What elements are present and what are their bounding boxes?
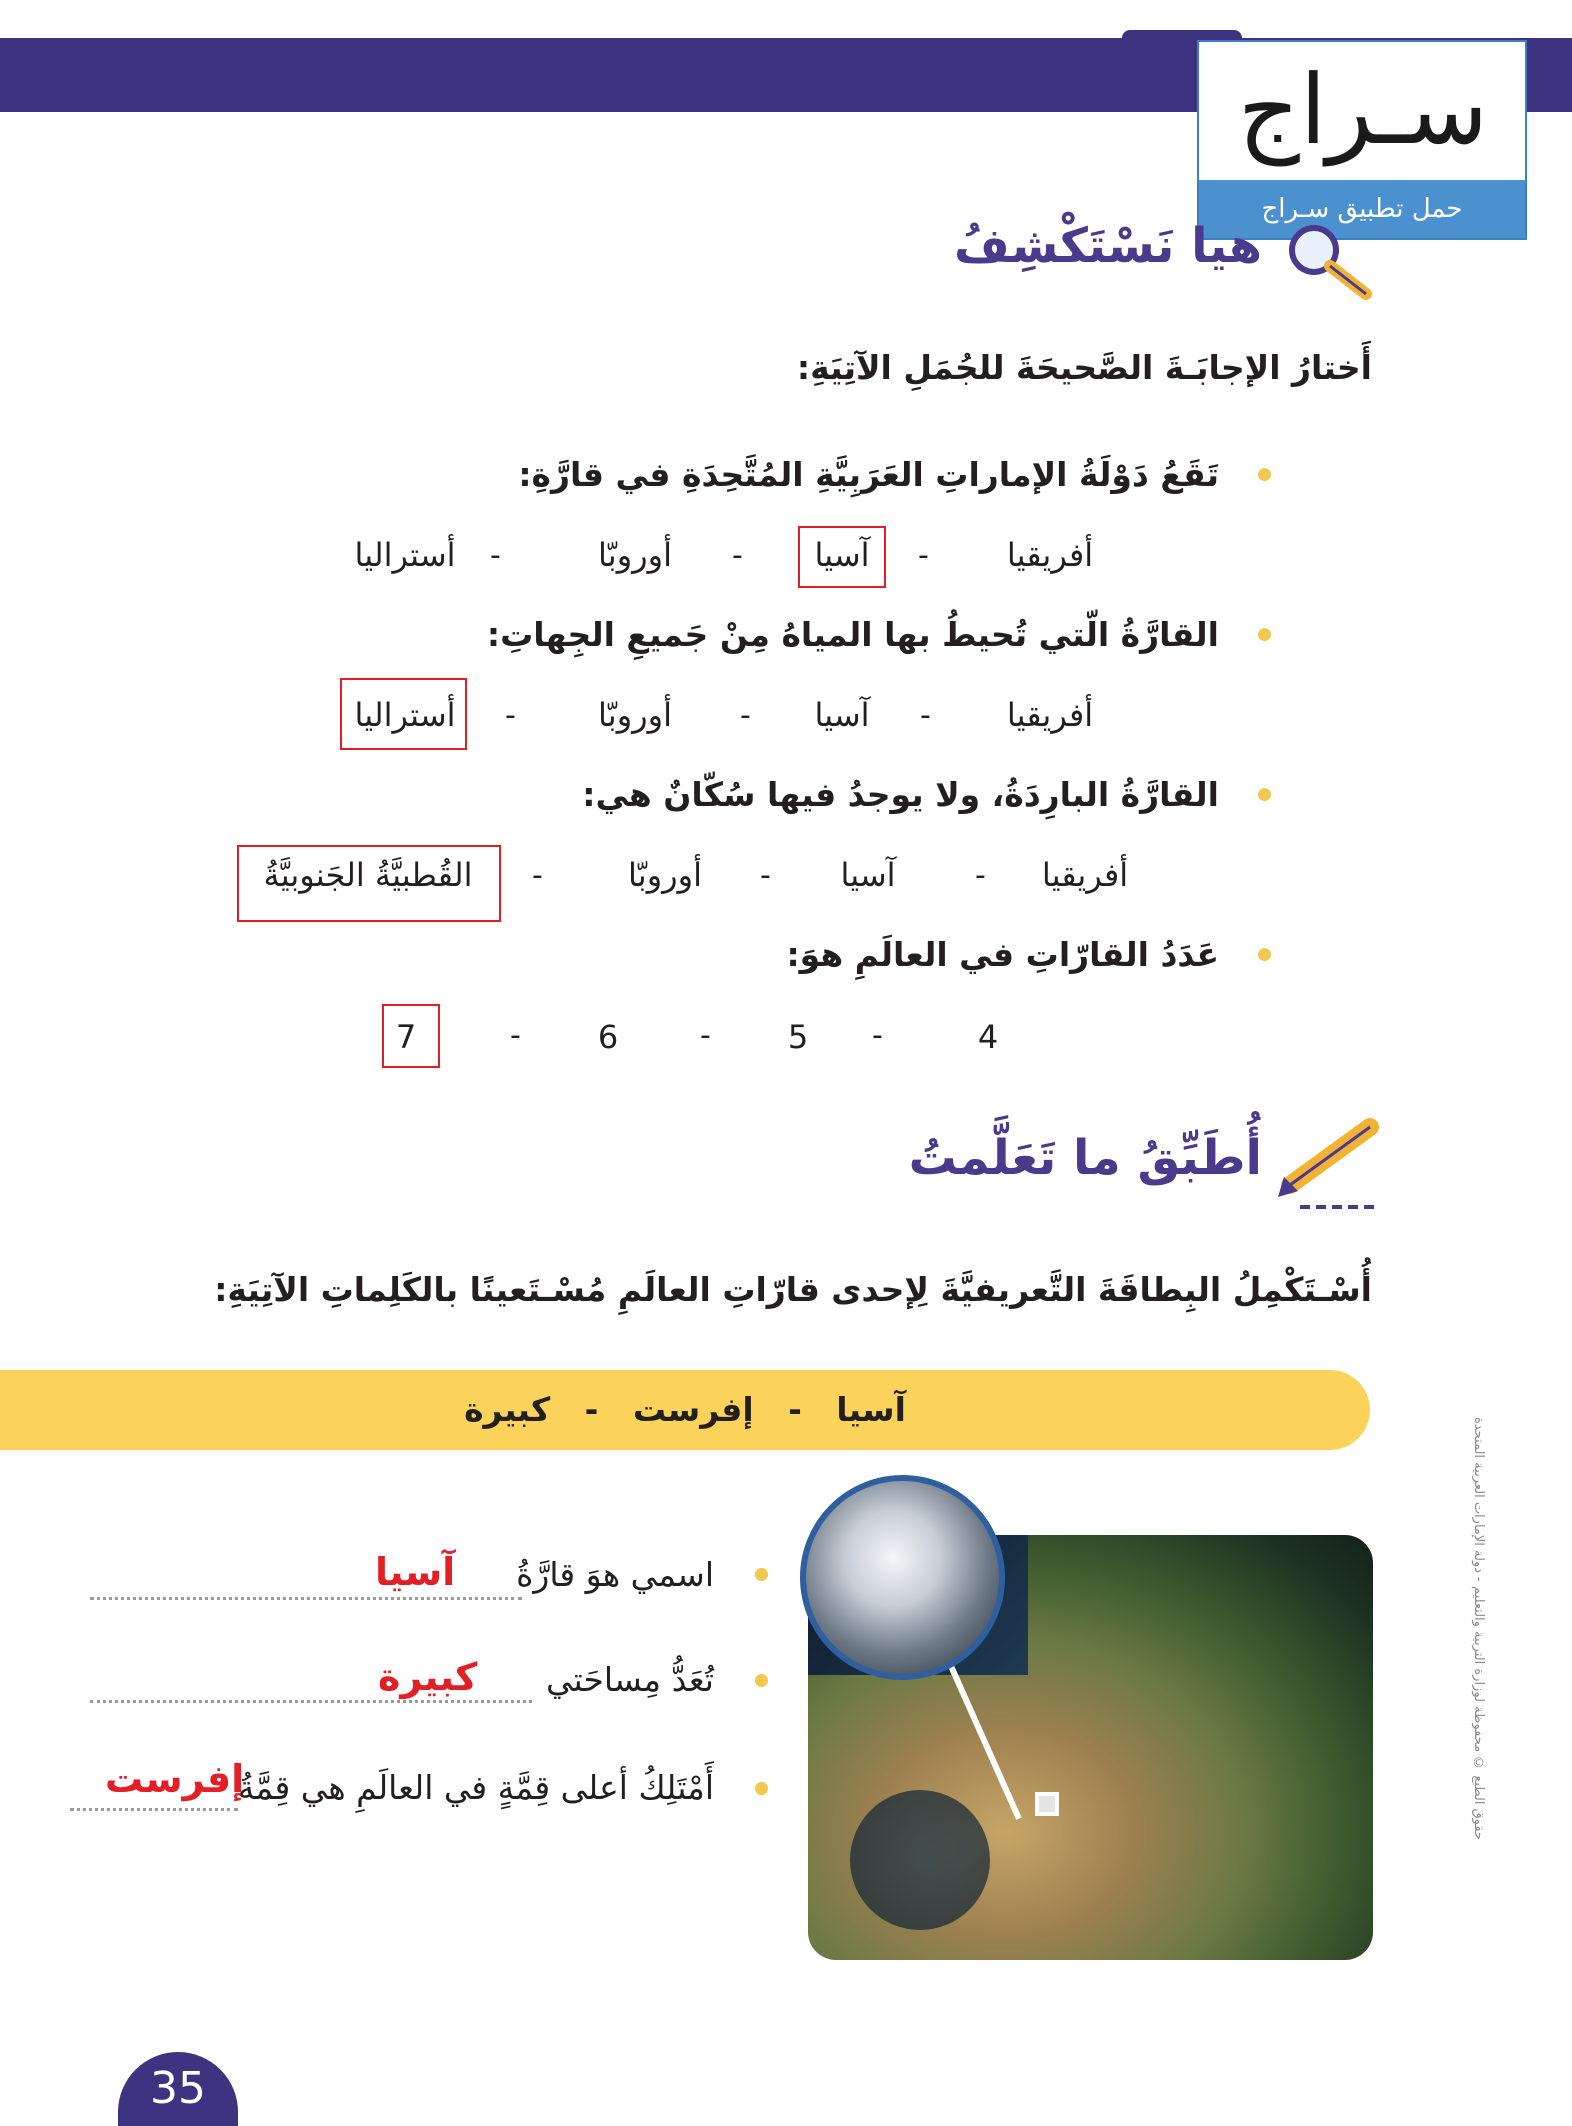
separator: -: [532, 858, 543, 893]
separator: -: [510, 1018, 521, 1053]
q4-option-7[interactable]: 7: [395, 1018, 417, 1056]
question-4: عَدَدُ القارّاتِ في العالَمِ هوَ:: [786, 935, 1219, 974]
card-line-1-prefix: اسمي هوَ قارَّةُ: [516, 1555, 714, 1594]
q1-answer-box: [798, 526, 886, 588]
q3-option-africa[interactable]: أفريقيا: [1041, 856, 1129, 894]
q4-answer-box: [382, 1004, 440, 1068]
card-line-2-blank[interactable]: [90, 1700, 532, 1703]
everest-photo-icon: [800, 1475, 1005, 1680]
card-line-1-blank[interactable]: [90, 1597, 522, 1600]
q4-option-5[interactable]: 5: [787, 1018, 809, 1056]
bullet: [1258, 628, 1271, 641]
q1-option-europe[interactable]: أوروبّا: [598, 536, 672, 574]
magnifier-icon: [1270, 220, 1378, 300]
page-number: 35: [118, 2052, 238, 2126]
copyright-note: حقوق الطبع © محفوظة لوزارة التربية والتعليم - دولة الإمارات العربية المتحدة: [1471, 1416, 1486, 1840]
separator: -: [740, 698, 751, 733]
card-line-3-prefix: أَمْتَلِكُ أعلى قِمَّةٍ في العالَمِ هي قِمَّةُ: [237, 1768, 714, 1807]
map-bay: [850, 1790, 990, 1930]
logo-name: سـراج: [1237, 54, 1489, 166]
separator: -: [732, 538, 743, 573]
separator: -: [490, 538, 501, 573]
question-3: القارَّةُ البارِدَةُ، ولا يوجدُ فيها سُكّانٌ هي:: [582, 775, 1219, 814]
q1-option-africa[interactable]: أفريقيا: [1006, 536, 1094, 574]
bullet: [1258, 788, 1271, 801]
bullet: [755, 1782, 768, 1795]
bullet: [755, 1674, 768, 1687]
q1-option-asia[interactable]: آسيا: [814, 536, 870, 574]
card-line-2-prefix: تُعَدُّ مِساحَتي: [546, 1660, 714, 1699]
section-title-apply: أُطَبِّقُ ما تَعَلَّمتُ: [908, 1130, 1262, 1186]
separator: -: [918, 538, 929, 573]
separator: -: [975, 858, 986, 893]
map-pointer-marker: [1035, 1792, 1059, 1816]
pencil-icon: [1270, 1115, 1382, 1210]
instruction-choose: أَختارُ الإجابَـةَ الصَّحيحَةَ للجُمَلِ الآتِيَةِ:: [796, 348, 1372, 387]
word-bank-words: آسيا - إفرست - كبيرة: [464, 1390, 906, 1429]
q2-option-australia[interactable]: أستراليا: [354, 696, 456, 734]
question-1: تَقَعُ دَوْلَةُ الإماراتِ العَرَبِيَّةِ المُتَّحِدَةِ في قارَّةِ:: [518, 455, 1219, 494]
q2-option-asia[interactable]: آسيا: [814, 696, 870, 734]
bullet: [1258, 468, 1271, 481]
q3-option-antarctica[interactable]: القُطبيَّةُ الجَنوبيَّةُ: [263, 856, 473, 894]
instruction-complete-card: أُسْـتَكْمِلُ البِطاقَةَ التَّعريفيَّةَ لِإحدى قارّاتِ العالَمِ مُسْـتَعينًا بالكَلِماتِ الآتِيَةِ:: [214, 1270, 1372, 1309]
q2-answer-box: [340, 678, 467, 750]
q3-option-europe[interactable]: أوروبّا: [628, 856, 702, 894]
bullet: [755, 1568, 768, 1581]
card-line-3-answer: إفرست: [105, 1757, 245, 1801]
q1-option-australia[interactable]: أستراليا: [354, 536, 456, 574]
logo-tagline[interactable]: حمل تطبيق سـراج: [1199, 180, 1525, 238]
separator: -: [700, 1018, 711, 1053]
q3-answer-box: [237, 845, 501, 922]
card-line-2-answer: كبيرة: [378, 1655, 478, 1699]
card-line-3-blank[interactable]: [70, 1808, 238, 1811]
section-title-explore: هيا نَسْتَكْشِفُ: [954, 218, 1262, 274]
separator: -: [760, 858, 771, 893]
separator: -: [872, 1018, 883, 1053]
q4-option-4[interactable]: 4: [977, 1018, 999, 1056]
card-line-1-answer: آسيا: [375, 1550, 456, 1594]
separator: -: [920, 698, 931, 733]
question-2: القارَّةُ الّتي تُحيطُ بها المياهُ مِنْ جَميعِ الجِهاتِ:: [486, 615, 1219, 654]
q4-option-6[interactable]: 6: [597, 1018, 619, 1056]
q2-option-africa[interactable]: أفريقيا: [1006, 696, 1094, 734]
q3-option-asia[interactable]: آسيا: [840, 856, 896, 894]
separator: -: [505, 698, 516, 733]
bullet: [1258, 948, 1271, 961]
q2-option-europe[interactable]: أوروبّا: [598, 696, 672, 734]
